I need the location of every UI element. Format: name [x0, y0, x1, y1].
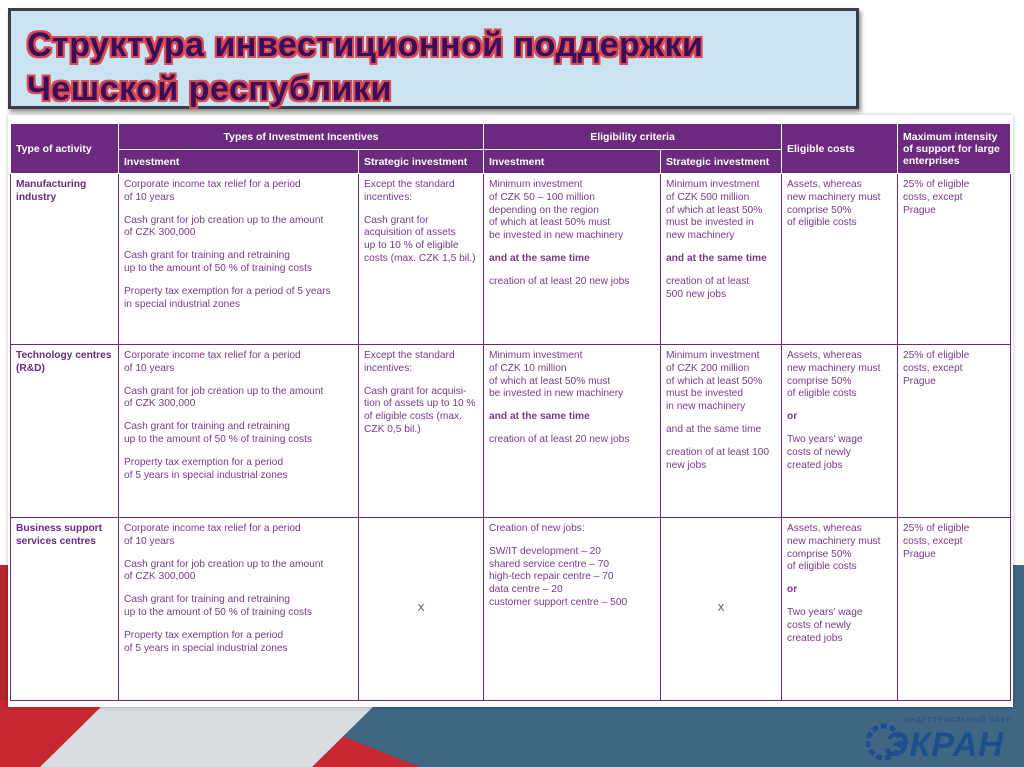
slide-title-box	[8, 8, 859, 109]
cell-paragraph: and at the same time	[666, 423, 762, 435]
incentives-strategic-cell	[359, 174, 484, 345]
cell-paragraph: creation of at least 100 new jobs	[666, 446, 770, 471]
header-strategic-incentives: Strategic investment	[359, 150, 484, 174]
max-intensity-cell	[898, 518, 1011, 701]
cell-paragraph: Cash grant for training and retraining up to the amount of 50 % of training costs	[124, 421, 313, 445]
activity-cell: Business support services centres	[11, 518, 119, 701]
incentives-table-container	[8, 115, 1013, 707]
table-row	[11, 345, 1011, 518]
header-max-intensity: Maximum intensity of support for large enterprises	[898, 124, 1011, 174]
criteria-investment-cell	[484, 174, 661, 345]
cell-paragraph: 25% of eligible costs, except Prague	[903, 350, 970, 387]
header-investment-incentives: Investment	[119, 150, 359, 174]
incentives-investment-cell	[119, 174, 359, 345]
criteria-investment-cell	[484, 518, 661, 701]
criteria-strategic-cell	[661, 345, 782, 518]
eligible-costs-cell	[782, 174, 898, 345]
cell-paragraph: Except the standard incentives:	[364, 350, 455, 374]
header-eligibility-criteria: Eligibility criteria	[484, 124, 782, 150]
cell-paragraph: Minimum investment of CZK 500 million of which at least 50% must be invested in new machinery	[666, 179, 763, 242]
cell-paragraph: Cash grant for acquisi- tion of assets up to 10 % of eligible costs (max. CZK 0,5 bil.)	[364, 385, 476, 435]
company-logo	[862, 712, 1024, 767]
table-row	[11, 518, 1011, 701]
activity-cell: Manufacturing industry	[11, 174, 119, 345]
cell-paragraph: creation of at least 500 new jobs	[666, 275, 750, 300]
cell-paragraph: Except the standard incentives:	[364, 179, 455, 203]
cell-paragraph: Corporate income tax relief for a period of 10 years	[124, 179, 301, 203]
table-row	[11, 174, 1011, 345]
criteria-strategic-cell	[661, 174, 782, 345]
cell-paragraph-bold: and at the same time	[489, 411, 590, 423]
cell-paragraph: Property tax exemption for a period of 5 years in special industrial zones	[124, 456, 288, 481]
cell-paragraph-bold: or	[787, 584, 798, 596]
cell-paragraph: Two years' wage costs of newly created jobs	[787, 606, 863, 644]
header-investment-criteria: Investment	[484, 150, 661, 174]
cell-paragraph: Property tax exemption for a period of 5 years in special industrial zones	[124, 285, 331, 310]
cell-paragraph: Creation of new jobs:	[489, 523, 585, 534]
cell-paragraph: Cash grant for job creation up to the amount of CZK 300,000	[124, 558, 324, 583]
max-intensity-cell	[898, 174, 1011, 345]
cell-paragraph: Cash grant for job creation up to the amount of CZK 300,000	[124, 214, 324, 239]
cell-paragraph: Corporate income tax relief for a period of 10 years	[124, 350, 301, 374]
header-eligible-costs: Eligible costs	[782, 124, 898, 174]
cell-paragraph: Corporate income tax relief for a period of 10 years	[124, 523, 301, 547]
not-applicable-cell: X	[661, 518, 782, 701]
cell-paragraph-bold: or	[787, 411, 798, 423]
criteria-investment-cell	[484, 345, 661, 518]
activity-cell: Technology centres (R&D)	[11, 345, 119, 518]
cell-paragraph: Assets, whereas new machinery must comprise 50% of eligible costs	[787, 350, 881, 400]
slide-title	[27, 23, 847, 111]
logo-text: ЭКРАН	[884, 726, 1004, 764]
header-type-of-activity: Type of activity	[11, 124, 119, 174]
cell-paragraph: Minimum investment of CZK 200 million of which at least 50% must be invested in new machinery	[666, 350, 763, 413]
cell-paragraph: Cash grant for job creation up to the amount of CZK 300,000	[124, 385, 324, 410]
cell-paragraph: Property tax exemption for a period of 5 years in special industrial zones	[124, 629, 288, 654]
cell-paragraph: 25% of eligible costs, except Prague	[903, 523, 970, 560]
header-types-of-incentives: Types of Investment Incentives	[119, 124, 484, 150]
eligible-costs-cell	[782, 345, 898, 518]
header-strategic-criteria: Strategic investment	[661, 150, 782, 174]
cell-paragraph: Cash grant for training and retraining up to the amount of 50 % of training costs	[124, 250, 313, 274]
cell-paragraph: Cash grant for training and retraining up to the amount of 50 % of training costs	[124, 594, 313, 618]
incentives-investment-cell	[119, 518, 359, 701]
cell-paragraph: creation of at least 20 new jobs	[489, 275, 630, 287]
cell-paragraph: Cash grant for acquisition of assets up to 10 % of eligible costs (max. CZK 1,5 bil.)	[364, 214, 476, 264]
cell-paragraph: Minimum investment of CZK 10 million of which at least 50% must be invested in new machinery	[489, 350, 624, 400]
incentives-strategic-cell	[359, 345, 484, 518]
cell-paragraph: Assets, whereas new machinery must comprise 50% of eligible costs	[787, 179, 881, 229]
cell-paragraph: Two years' wage costs of newly created jobs	[787, 433, 863, 471]
cell-paragraph: Assets, whereas new machinery must comprise 50% of eligible costs	[787, 523, 881, 573]
incentives-investment-cell	[119, 345, 359, 518]
not-applicable-cell: X	[359, 518, 484, 701]
cell-paragraph: SW/IT development – 20 shared service centre – 70 high-tech repair centre – 70 data centre – 20 customer support centre – 500	[489, 545, 628, 608]
logo-subtitle: ИНДУСТРИАЛЬНЫЙ ПАРК	[904, 717, 1012, 724]
incentives-table	[10, 123, 1011, 701]
cell-paragraph: 25% of eligible costs, except Prague	[903, 179, 970, 216]
cell-paragraph: creation of at least 20 new jobs	[489, 433, 630, 445]
cell-paragraph-bold: and at the same time	[666, 252, 767, 264]
cell-paragraph-bold: and at the same time	[489, 252, 590, 264]
cell-paragraph: Minimum investment of CZK 50 – 100 million depending on the region of which at least 50% must be invested in new machinery	[489, 179, 624, 242]
eligible-costs-cell	[782, 518, 898, 701]
slide-title-line-2: Чешской республики	[27, 70, 392, 108]
slide-title-line-1: Структура инвестиционной поддержки	[27, 26, 704, 64]
max-intensity-cell	[898, 345, 1011, 518]
